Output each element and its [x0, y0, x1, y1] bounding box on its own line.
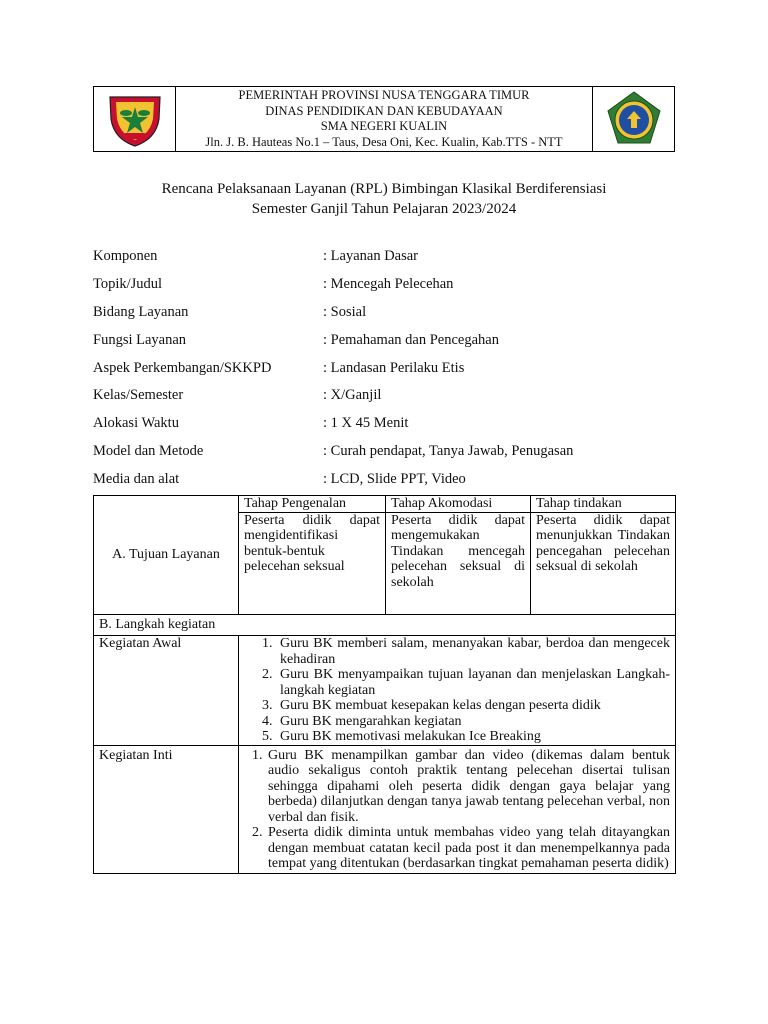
header-akomodasi: Tahap Akomodasi	[386, 496, 531, 513]
field-label: Aspek Perkembangan/SKKPD	[93, 359, 272, 376]
kegiatan-inti-list	[244, 748, 670, 872]
field-model	[93, 438, 693, 466]
field-value: : Landasan Perilaku Etis	[323, 359, 465, 376]
plan-table	[93, 495, 676, 874]
letterhead-school: SMA NEGERI KUALIN	[320, 119, 448, 133]
list-item: 2. Peserta didik diminta untuk membahas video yang telah ditayangkan dengan membuat catatan kecil pada post it dan menempelkannya pada tempat yang ditentukan (berdasarkan tingkat pemahaman peserta didik)	[266, 825, 670, 872]
letterhead-text	[176, 87, 592, 151]
title-line-2: Semester Ganjil Tahun Pelajaran 2023/2024	[251, 201, 517, 217]
letterhead	[93, 86, 675, 152]
header-tindakan: Tahap tindakan	[531, 496, 676, 513]
field-label: Kelas/Semester	[93, 387, 184, 404]
identity-fields	[93, 243, 693, 493]
kegiatan-awal-row	[94, 636, 676, 746]
list-item: 5. Guru BK memotivasi melakukan Ice Breaking	[276, 729, 670, 745]
school-emblem-icon	[603, 89, 665, 149]
kegiatan-awal-label: Kegiatan Awal	[94, 636, 239, 746]
field-kelas	[93, 382, 693, 410]
province-emblem-icon	[104, 89, 166, 149]
field-value: : Curah pendapat, Tanya Jawab, Penugasan	[323, 442, 574, 459]
field-value: : Pemahaman dan Pencegahan	[323, 331, 499, 348]
list-item: 3. Guru BK membuat kesepakan kelas dengan peserta didik	[276, 698, 670, 714]
tujuan-pengenalan: Peserta didik dapat mengidentifikasi bentuk-bentuk pelecehan seksual	[239, 512, 386, 614]
field-label: Topik/Judul	[93, 276, 163, 293]
kegiatan-inti-row	[94, 745, 676, 873]
field-label: Media dan alat	[93, 470, 180, 487]
field-komponen	[93, 243, 693, 271]
tujuan-header-row	[94, 496, 676, 513]
list-item: 2. Guru BK menyampaikan tujuan layanan dan menjelaskan Langkah-langkah kegiatan	[276, 667, 670, 698]
field-label: Fungsi Layanan	[93, 331, 187, 348]
document-title	[0, 179, 768, 219]
letterhead-department: DINAS PENDIDIKAN DAN KEBUDAYAAN	[265, 103, 503, 118]
field-label: Bidang Layanan	[93, 303, 189, 320]
field-value: : Sosial	[323, 303, 367, 320]
school-logo-cell	[592, 87, 674, 151]
list-item: 1. Guru BK memberi salam, menanyakan kabar, berdoa dan mengecek kehadiran	[276, 636, 670, 667]
field-media	[93, 465, 693, 493]
field-value: : 1 X 45 Menit	[323, 415, 409, 432]
title-line-1: Rencana Pelaksanaan Layanan (RPL) Bimbingan Klasikal Berdiferensiasi	[161, 181, 607, 197]
field-topik	[93, 271, 693, 299]
letterhead-address: Jln. J. B. Hauteas No.1 – Taus, Desa Oni, Kec. Kualin, Kab.TTS - NTT	[205, 134, 563, 149]
field-label: Alokasi Waktu	[93, 415, 179, 432]
tujuan-akomodasi: Peserta didik dapat mengemukakan Tindakan mencegah pelecehan seksual di sekolah	[386, 512, 531, 614]
header-pengenalan: Tahap Pengenalan	[239, 496, 386, 513]
province-logo-cell	[94, 87, 176, 151]
field-value: : X/Ganjil	[323, 387, 382, 404]
field-fungsi	[93, 326, 693, 354]
tujuan-tindakan: Peserta didik dapat menunjukkan Tindakan pencegahan pelecehan seksual di sekolah	[531, 512, 676, 614]
field-value: : Layanan Dasar	[323, 248, 419, 265]
langkah-row	[94, 614, 676, 636]
langkah-label: B. Langkah kegiatan	[94, 614, 676, 636]
list-item: 4. Guru BK mengarahkan kegiatan	[276, 714, 670, 730]
field-value: : Mencegah Pelecehan	[323, 276, 454, 293]
field-aspek	[93, 354, 693, 382]
field-label: Model dan Metode	[93, 442, 204, 459]
kegiatan-awal-content	[239, 636, 676, 746]
field-label: Komponen	[93, 248, 158, 265]
kegiatan-awal-list	[244, 636, 670, 745]
field-bidang	[93, 299, 693, 327]
letterhead-government: PEMERINTAH PROVINSI NUSA TENGGARA TIMUR	[238, 88, 530, 102]
kegiatan-inti-content	[239, 745, 676, 873]
field-alokasi	[93, 410, 693, 438]
field-value: : LCD, Slide PPT, Video	[323, 470, 466, 487]
list-item: 1. Guru BK menampilkan gambar dan video (dikemas dalam bentuk audio sekaligus contoh praktik tentang pelecehan disertai tulisan sehingga dipahami oleh peserta didik dengan gaya belajar yang berbeda) dilanjutkan dengan tanya jawab tentang pelecehan verbal, non verbal dan fisik.	[266, 748, 670, 826]
kegiatan-inti-label: Kegiatan Inti	[94, 745, 239, 873]
tujuan-label: A. Tujuan Layanan	[94, 496, 239, 615]
